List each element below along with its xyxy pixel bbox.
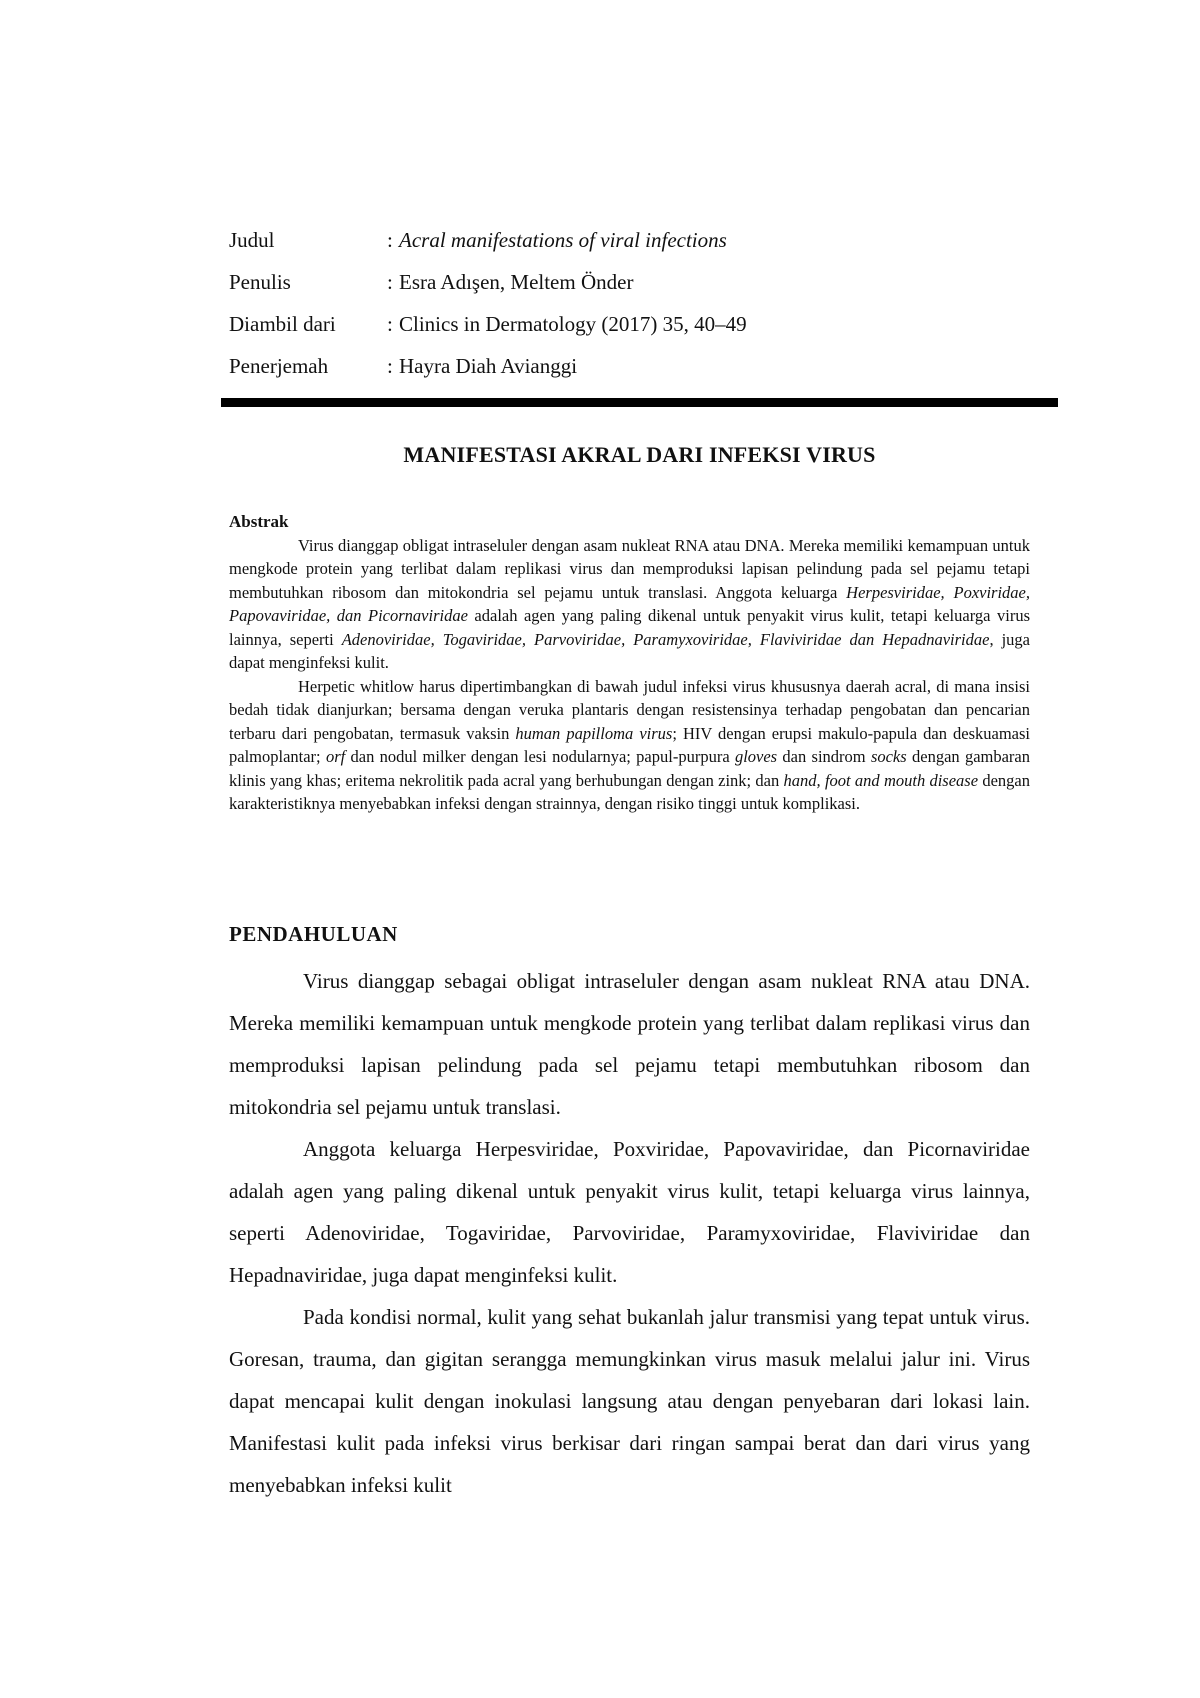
- meta-label-penulis: Penulis: [229, 270, 291, 294]
- meta-row-penerjemah: [229, 354, 747, 396]
- horizontal-rule: [221, 398, 1058, 407]
- abstract-text: adalah agen yang paling dikenal untuk penyakit virus kulit, tetapi keluarga virus lainnya, seperti: [229, 606, 1030, 649]
- meta-label-judul: Judul: [229, 228, 275, 252]
- metadata-block: [229, 228, 747, 396]
- meta-colon: :: [387, 312, 393, 336]
- abstract-text: Herpetic whitlow harus dipertimbangkan di bawah judul infeksi virus khususnya daerah acral, di mana insisi bedah tidak dianjurkan; bersama dengan veruka plantaris dengan resistensinya terhadap pengobatan dan pencarian terbaru dari pengobatan, termasuk vaksin: [229, 676, 1030, 743]
- abstract-italic-text: socks: [870, 747, 907, 766]
- abstract-italic-text: human papilloma virus: [515, 723, 673, 743]
- abstract-text: dengan karakteristiknya menyebabkan infeksi dengan strainnya, dengan risiko tinggi untuk komplikasi.: [229, 770, 1030, 813]
- meta-value-penulis: Esra Adışen, Meltem Önder: [399, 270, 634, 294]
- abstract-text: , juga dapat menginfeksi kulit.: [229, 629, 1030, 672]
- abstract-paragraph-1: [229, 534, 1030, 675]
- meta-value-diambil: Clinics in Dermatology (2017) 35, 40–49: [399, 312, 747, 336]
- meta-colon: :: [387, 354, 393, 378]
- abstract-italic-text: Herpesviridae, Poxviridae, Papovaviridae, dan Picornaviridae: [229, 582, 1031, 625]
- abstract-text: dan sindrom: [777, 747, 871, 766]
- meta-row-diambil: [229, 312, 747, 354]
- body-paragraph-2: Anggota keluarga Herpesviridae, Poxviridae, Papovaviridae, dan Picornaviridae adalah agen yang paling dikenal untuk penyakit virus kulit, tetapi keluarga virus lainnya, seperti Adenoviridae, Togaviridae, Parvoviridae, Paramyxoviridae, Flaviviridae dan Hepadnaviridae, juga dapat menginfeksi kulit.: [229, 1137, 1030, 1287]
- abstract-italic-text: orf: [325, 747, 346, 766]
- abstract-paragraph-2: [229, 675, 1030, 816]
- meta-colon: :: [387, 270, 393, 294]
- abstract-italic-text: Adenoviridae, Togaviridae, Parvoviridae, Paramyxoviridae, Flaviviridae dan Hepadnaviridae: [341, 629, 990, 649]
- meta-label-diambil: Diambil dari: [229, 312, 336, 336]
- body-paragraph-3: Pada kondisi normal, kulit yang sehat bukanlah jalur transmisi yang tepat untuk virus. Goresan, trauma, dan gigitan serangga memungkinkan virus masuk melalui jalur ini. Virus dapat mencapai kulit dengan inokulasi langsung atau dengan penyebaran dari lokasi lain. Manifestasi kulit pada infeksi virus berkisar dari ringan sampai berat dan dari virus yang menyebabkan infeksi kulit: [229, 1305, 1030, 1497]
- abstract-text: dan nodul milker dengan lesi nodularnya; papul-purpura: [345, 747, 735, 766]
- abstract-text: ; HIV dengan erupsi makulo-papula dan deskuamasi palmoplantar;: [229, 723, 1030, 766]
- abstract-section: [229, 510, 1030, 816]
- body-paragraph-1: Virus dianggap sebagai obligat intraseluler dengan asam nukleat RNA atau DNA. Mereka memiliki kemampuan untuk mengkode protein yang terlibat dalam replikasi virus dan memproduksi lapisan pelindung pada sel pejamu tetapi membutuhkan ribosom dan mitokondria sel pejamu untuk translasi.: [229, 969, 1030, 1119]
- abstract-italic-text: hand, foot and mouth disease: [783, 770, 979, 790]
- document-title: MANIFESTASI AKRAL DARI INFEKSI VIRUS: [403, 442, 876, 467]
- meta-value-penerjemah: Hayra Diah Avianggi: [399, 354, 578, 378]
- section-heading-pendahuluan: PENDAHULUAN: [229, 922, 398, 946]
- meta-value-judul: Acral manifestations of viral infections: [399, 228, 727, 252]
- meta-row-judul: [229, 228, 747, 270]
- meta-label-penerjemah: Penerjemah: [229, 354, 329, 378]
- meta-row-penulis: [229, 270, 747, 312]
- body-text: [229, 960, 1030, 1506]
- abstract-heading: Abstrak: [229, 512, 289, 531]
- abstract-italic-text: gloves: [734, 747, 778, 766]
- abstract-text: dengan gambaran klinis yang khas; eritema nekrolitik pada acral yang berhubungan dengan zink; dan: [229, 747, 1030, 790]
- abstract-text: Virus dianggap obligat intraseluler dengan asam nukleat RNA atau DNA. Mereka memiliki kemampuan untuk mengkode protein yang terlibat dalam replikasi virus dan memproduksi lapisan pelindung pada sel pejamu tetapi membutuhkan ribosom dan mitokondria sel pejamu untuk translasi. Anggota keluarga: [229, 535, 1030, 602]
- meta-colon: :: [387, 228, 393, 252]
